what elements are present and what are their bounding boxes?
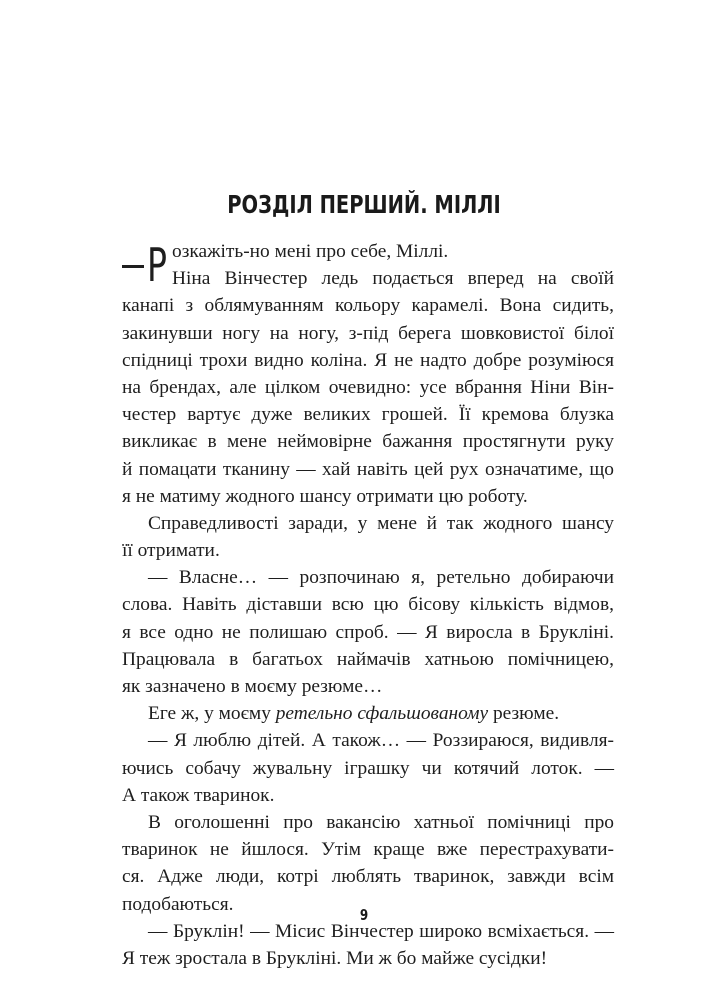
paragraph-line: тваринок не йшлося. Утім краще вже перестрахувати-	[122, 839, 614, 861]
paragraph-line: Ніна Вінчестер ледь подається вперед на своїй	[172, 268, 614, 290]
paragraph-line: слова. Навіть діставши всю цю бісову кількість відмов,	[122, 594, 614, 616]
paragraph-line: я не матиму жодного шансу отримати цю роботу.	[122, 485, 528, 507]
paragraph-line: й помацати тканину — хай навіть цей рух означатиме, що	[122, 458, 614, 480]
paragraph-line-spacer	[122, 238, 614, 265]
paragraph-line: ся. Адже люди, котрі люблять тваринок, завжди всім	[122, 866, 614, 888]
paragraph-line: — Власне… — розпочинаю я, ретельно добираючи	[148, 567, 614, 589]
paragraph-line: — Я люблю дітей. А також… — Роззираюся, видивля-	[148, 730, 614, 752]
drop-cap-letter: Р	[147, 238, 167, 292]
paragraph-line: як зазначено в моєму резюме…	[122, 676, 383, 697]
paragraph-line: канапі з облямуванням кольору карамелі. Вона сидить,	[122, 295, 614, 317]
paragraph-line: спідниці трохи видно коліна. Я не надто добре розуміюся	[122, 349, 614, 371]
line-text: резюме.	[488, 703, 560, 725]
line-text: Еге ж, у моєму	[148, 703, 276, 725]
chapter-title: РОЗДІЛ ПЕРШИЙ. МІЛЛІ	[227, 190, 501, 219]
paragraph-line: Справедливості заради, у мене й так жодного шансу	[148, 512, 614, 534]
paragraph-line: я все одно не полишаю спроб. — Я виросла в Брукліні.	[122, 621, 614, 643]
paragraph-line: честер вартує дуже великих грошей. Її кремова блузка	[122, 404, 614, 426]
paragraph-line: В оголошенні про вакансію хатньої помічниці про	[148, 811, 614, 833]
paragraph-line: Працювала в багатьох наймачів хатньою помічницею,	[122, 648, 614, 670]
paragraph-line: озкажіть-но мені про себе, Міллі.	[172, 241, 449, 262]
paragraph-line	[122, 700, 614, 727]
paragraph-line: на брендах, але цілком очевидно: усе вбрання Ніни Він-	[122, 376, 614, 398]
paragraph-line: викликає в мене неймовірне бажання простягнути руку	[122, 431, 614, 453]
page-number: 9	[359, 906, 369, 924]
paragraph-line: ючись собачу жувальну іграшку чи котячий лоток. —	[122, 757, 614, 779]
paragraph-line: її отримати.	[122, 540, 220, 562]
paragraph-line: А також тваринок.	[122, 784, 275, 806]
paragraph-line: Я теж зростала в Брукліні. Ми ж бо майже сусідки!	[122, 947, 548, 969]
paragraph-line: закинувши ногу на ногу, з-під берега шовковистої білої	[122, 322, 614, 344]
body-text	[122, 238, 614, 972]
emphasized-text: ретельно сфальшованому	[275, 703, 489, 725]
paragraph-line: — Бруклін! — Місис Вінчестер широко всміхається. —	[148, 920, 614, 942]
paragraph-line: подобаються.	[122, 893, 234, 915]
